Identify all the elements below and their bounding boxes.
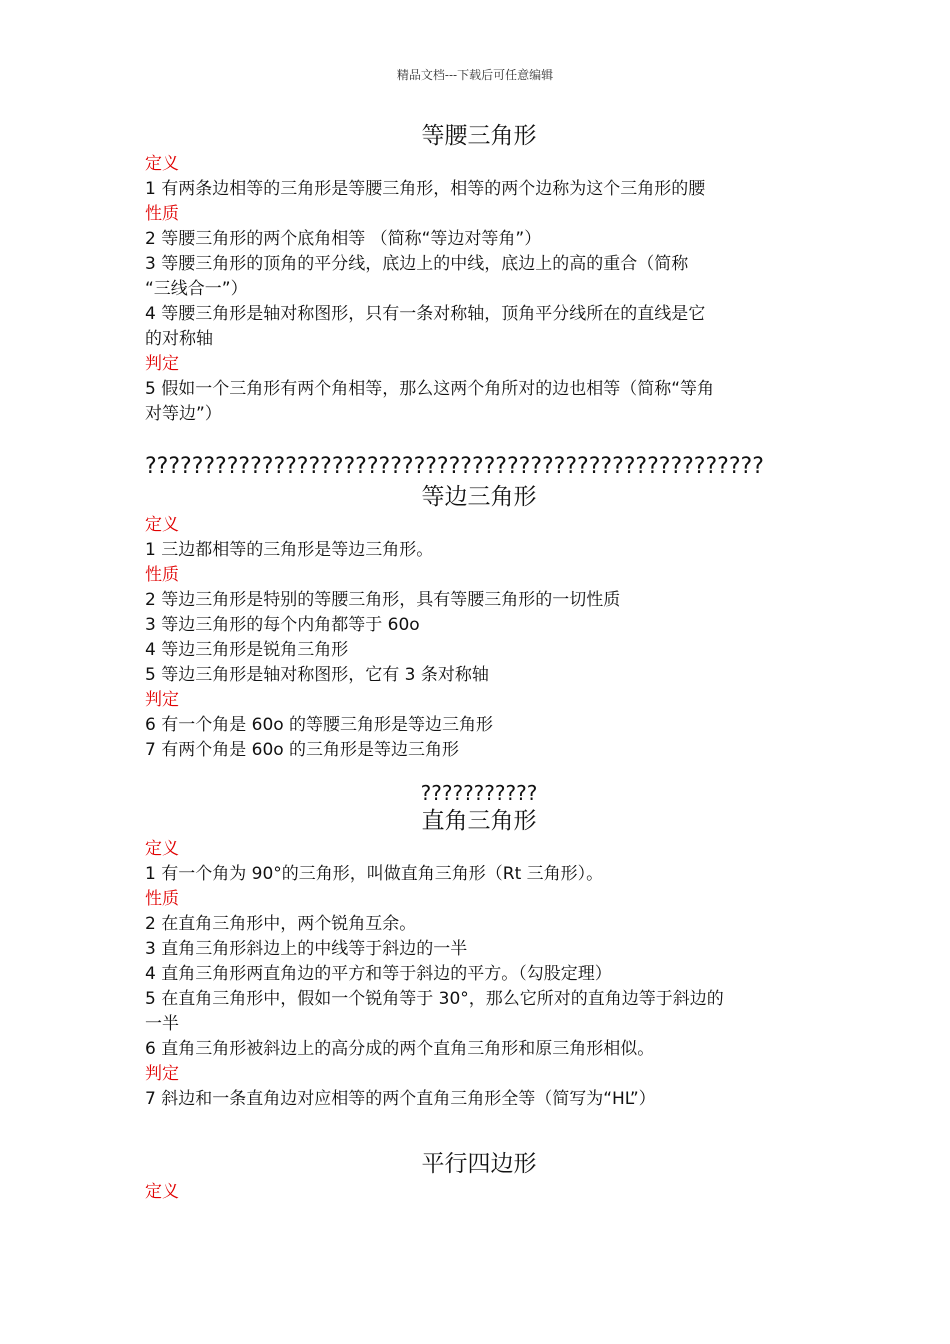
property-line: “三线合一”） (145, 279, 248, 299)
section-isosceles (145, 120, 813, 427)
property-line: 5 在直角三角形中，假如一个锐角等于 30°，那么它所对的直角边等于斜边的 (145, 989, 724, 1009)
judgement-line: 7 有两个角是 60o 的三角形是等边三角形 (145, 740, 460, 760)
definition-label: 定义 (145, 515, 179, 535)
judgement-line: 对等边”） (145, 404, 222, 424)
property-line: 3 等边三角形的每个内角都等于 60o (145, 615, 420, 635)
judgement-label: 判定 (145, 690, 179, 710)
header-note: 精品文档---下载后可任意编辑 (396, 68, 554, 82)
property-label: 性质 (145, 204, 179, 224)
property-line: 2 等边三角形是特别的等腰三角形，具有等腰三角形的一切性质 (145, 590, 621, 610)
property-label: 性质 (145, 889, 179, 909)
property-line: 6 直角三角形被斜边上的高分成的两个直角三角形和原三角形相似。 (145, 1039, 655, 1059)
property-line: 3 直角三角形斜边上的中线等于斜边的一半 (145, 939, 468, 959)
definition-label: 定义 (145, 154, 179, 174)
section-equilateral (145, 453, 813, 763)
property-line: 4 等腰三角形是轴对称图形，只有一条对称轴，顶角平分线所在的直线是它 (145, 304, 706, 324)
definition-line: 1 有一个角为 90°的三角形，叫做直角三角形（Rt 三角形）。 (145, 864, 604, 884)
property-line: 3 等腰三角形的顶角的平分线，底边上的中线，底边上的高的重合（简称 (145, 254, 689, 274)
property-label: 性质 (145, 565, 179, 585)
property-line: 5 等边三角形是轴对称图形，它有 3 条对称轴 (145, 665, 489, 685)
section-title: 等边三角形 (421, 484, 537, 510)
section-parallelogram (145, 1148, 813, 1205)
property-line: 4 直角三角形两直角边的平方和等于斜边的平方。（勾股定理） (145, 964, 612, 984)
property-line: 4 等边三角形是锐角三角形 (145, 640, 349, 660)
judgement-line: 6 有一个角是 60o 的等腰三角形是等边三角形 (145, 715, 494, 735)
property-line: 2 等腰三角形的两个底角相等 （简称“等边对等角”） (145, 229, 542, 249)
garbled-text: ??????????? (420, 781, 538, 805)
definition-line: 1 三边都相等的三角形是等边三角形。 (145, 540, 434, 560)
document-body (145, 120, 813, 1205)
definition-label: 定义 (145, 839, 179, 859)
judgement-label: 判定 (145, 1064, 179, 1084)
section-right-triangle (145, 781, 813, 1112)
garbled-text: ????????????????????????????????????????????????????? (145, 454, 764, 479)
section-title: 直角三角形 (421, 808, 537, 834)
property-line: 2 在直角三角形中，两个锐角互余。 (145, 914, 417, 934)
property-line: 的对称轴 (145, 329, 213, 349)
section-title: 等腰三角形 (421, 123, 537, 149)
definition-label: 定义 (145, 1182, 179, 1202)
judgement-line: 5 假如一个三角形有两个角相等，那么这两个角所对的边也相等（简称“等角 (145, 379, 715, 399)
judgement-line: 7 斜边和一条直角边对应相等的两个直角三角形全等（简写为“HL”） (145, 1089, 656, 1109)
section-title: 平行四边形 (421, 1151, 537, 1177)
judgement-label: 判定 (145, 354, 179, 374)
property-line: 一半 (145, 1014, 179, 1034)
definition-line: 1 有两条边相等的三角形是等腰三角形，相等的两个边称为这个三角形的腰 (145, 179, 706, 199)
